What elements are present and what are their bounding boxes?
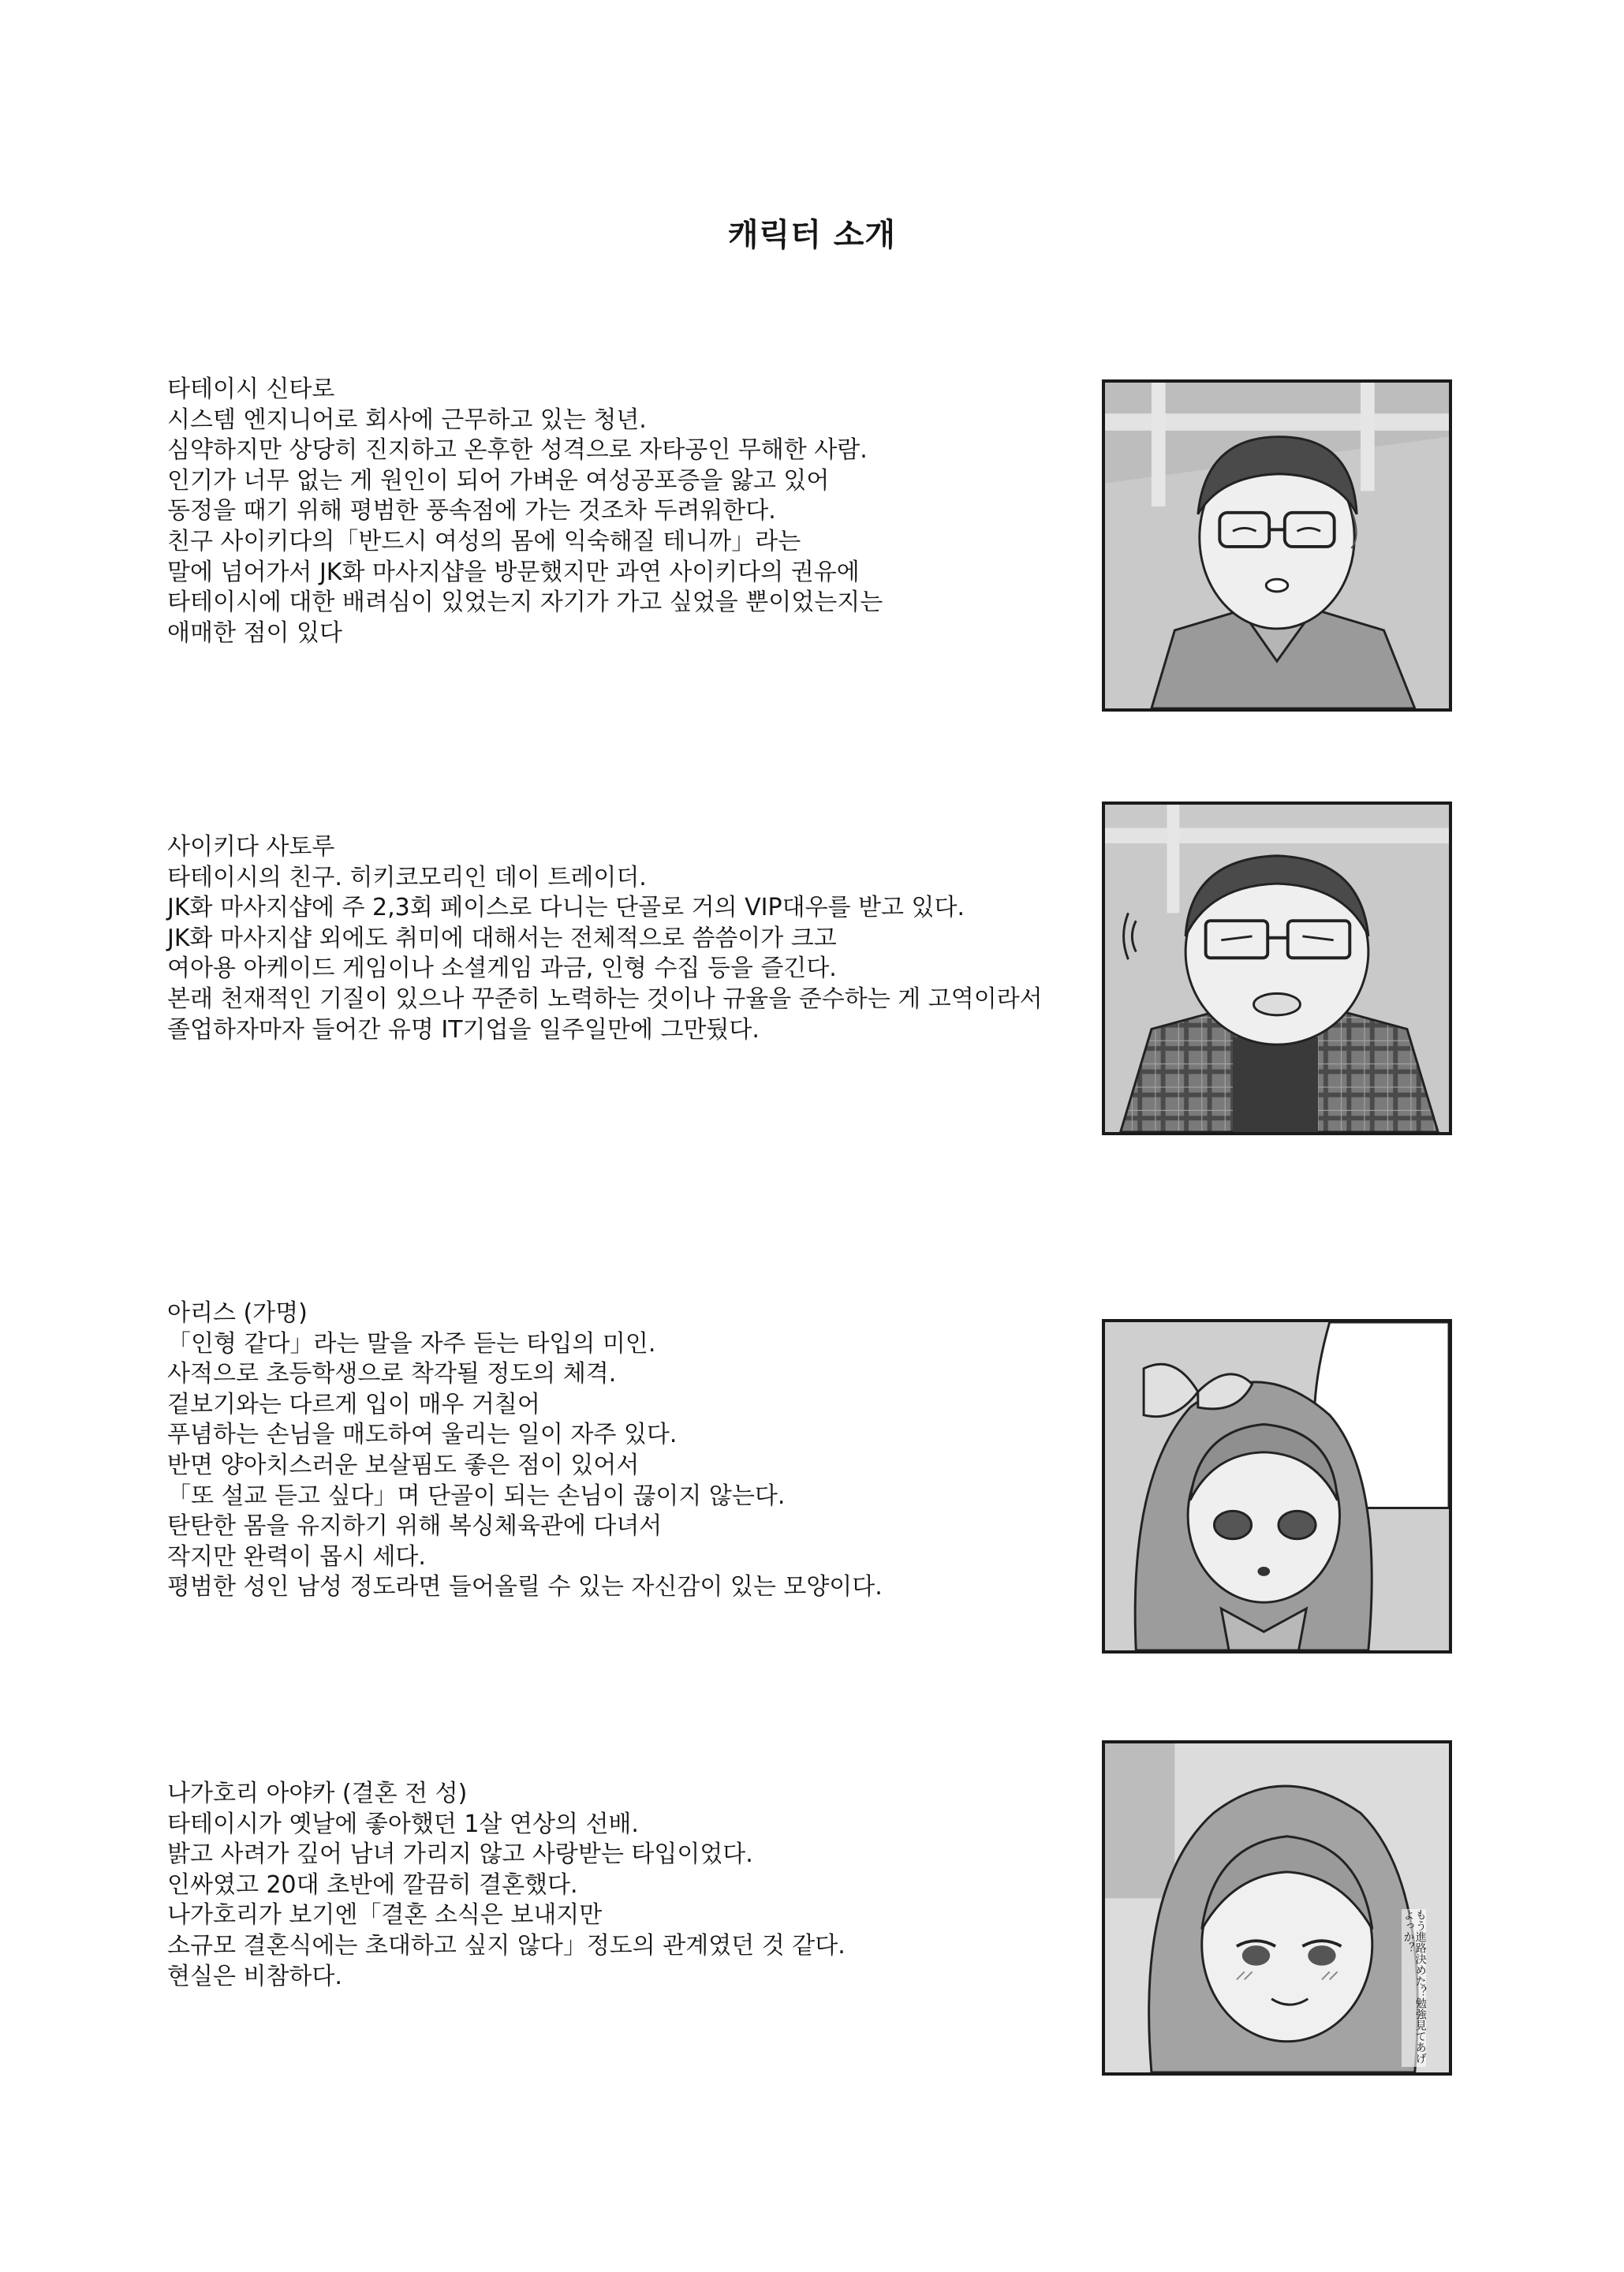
portrait-caption: もう進路決めた？勉強見てあげよっか？ (1402, 1909, 1426, 2067)
bio-line: 인기가 너무 없는 게 원인이 되어 가벼운 여성공포증을 앓고 있어 (167, 466, 830, 495)
bio-line: 타테이시가 옛날에 좋아했던 1살 연상의 선배. (167, 1810, 639, 1838)
bio-line: 겉보기와는 다르게 입이 매우 거칠어 (167, 1390, 540, 1418)
bio-line: 말에 넘어가서 JK화 마사지샵을 방문했지만 과연 사이키다의 권유에 (167, 558, 860, 586)
bio-line: 졸업하자마자 들어간 유명 IT기업을 일주일만에 그만뒀다. (167, 1015, 760, 1044)
bio-line: 반면 양아치스러운 보살핌도 좋은 점이 있어서 (167, 1451, 640, 1479)
bio-line: 소규모 결혼식에는 초대하고 싶지 않다」정도의 관계였던 것 같다. (167, 1931, 846, 1960)
bio-line: 나가호리가 보기엔「결혼 소식은 보내지만 (167, 1901, 603, 1930)
bio-line: 「또 설교 듣고 싶다」며 단골이 되는 손님이 끊이지 않는다. (167, 1482, 786, 1510)
bio-line: JK화 마사지샵 외에도 취미에 대해서는 전체적으로 씀씀이가 크고 (167, 924, 837, 952)
character-name: 타테이시 신타로 (167, 376, 335, 403)
girl-ribbon-icon (1105, 1322, 1449, 1650)
bio-line: 평범한 성인 남성 정도라면 들어올릴 수 있는 자신감이 있는 모양이다. (167, 1573, 883, 1601)
bio-line: 타테이시의 친구. 히키코모리인 데이 트레이더. (167, 863, 647, 891)
woman-smiling-blush-icon (1105, 1743, 1449, 2072)
bio-line: JK화 마사지샵에 주 2,3회 페이스로 다니는 단골로 거의 VIP대우를 받고 있다. (167, 894, 965, 922)
bio-line: 작지만 완력이 몹시 세다. (167, 1542, 426, 1571)
bio-line: 탄탄한 몸을 유지하기 위해 복싱체육관에 다녀서 (167, 1512, 663, 1541)
bio-line: 「인형 같다」라는 말을 자주 듣는 타입의 미인. (167, 1329, 656, 1358)
character-name: 나가호리 아야카 (결혼 전 성) (167, 1780, 468, 1807)
portrait-tateishi (1102, 379, 1452, 712)
bio-line: 친구 사이키다의「반드시 여성의 몸에 익숙해질 테니까」라는 (167, 527, 801, 555)
page-title: 캐릭터 소개 (727, 217, 897, 253)
bio-line: 여아용 아케이드 게임이나 소셜게임 과금, 인형 수집 등을 즐긴다. (167, 955, 837, 983)
bio-line: 심약하지만 상당히 진지하고 온후한 성격으로 자타공인 무해한 사람. (167, 436, 868, 465)
bio-line: 타테이시에 대한 배려심이 있었는지 자기가 가고 싶었을 뿐이었는지는 (167, 589, 883, 617)
character-name: 아리스 (가명) (167, 1299, 308, 1327)
bio-line: 시스템 엔지니어로 회사에 근무하고 있는 청년. (167, 405, 647, 434)
bio-line: 밝고 사려가 깊어 남녀 가리지 않고 사랑받는 타입이었다. (167, 1840, 753, 1869)
character-bio-alice (167, 1299, 1114, 1603)
man-glasses-nervous-icon (1105, 383, 1449, 708)
bio-line: 현실은 비참하다. (167, 1962, 342, 1990)
portrait-nagahori (1102, 1740, 1452, 2076)
bio-line: 인싸였고 20대 초반에 깔끔히 결혼했다. (167, 1870, 578, 1899)
bio-line: 푸념하는 손님을 매도하여 울리는 일이 자주 있다. (167, 1421, 678, 1449)
bio-line: 사적으로 초등학생으로 착각될 정도의 체격. (167, 1360, 617, 1388)
bio-line: 애매한 점이 있다 (167, 618, 342, 647)
character-name: 사이키다 사토루 (167, 833, 335, 861)
portrait-saikida (1102, 802, 1452, 1135)
man-glasses-plaid-icon (1105, 805, 1449, 1132)
bio-line: 본래 천재적인 기질이 있으나 꾸준히 노력하는 것이나 규율을 준수하는 게 고역이라서 (167, 985, 1043, 1013)
character-bio-nagahori (167, 1779, 1114, 1992)
character-bio-tateishi (167, 375, 1114, 648)
character-bio-saikida (167, 832, 1114, 1045)
bio-line: 동정을 때기 위해 평범한 풍속점에 가는 것조차 두려워한다. (167, 497, 776, 525)
portrait-alice (1102, 1319, 1452, 1654)
